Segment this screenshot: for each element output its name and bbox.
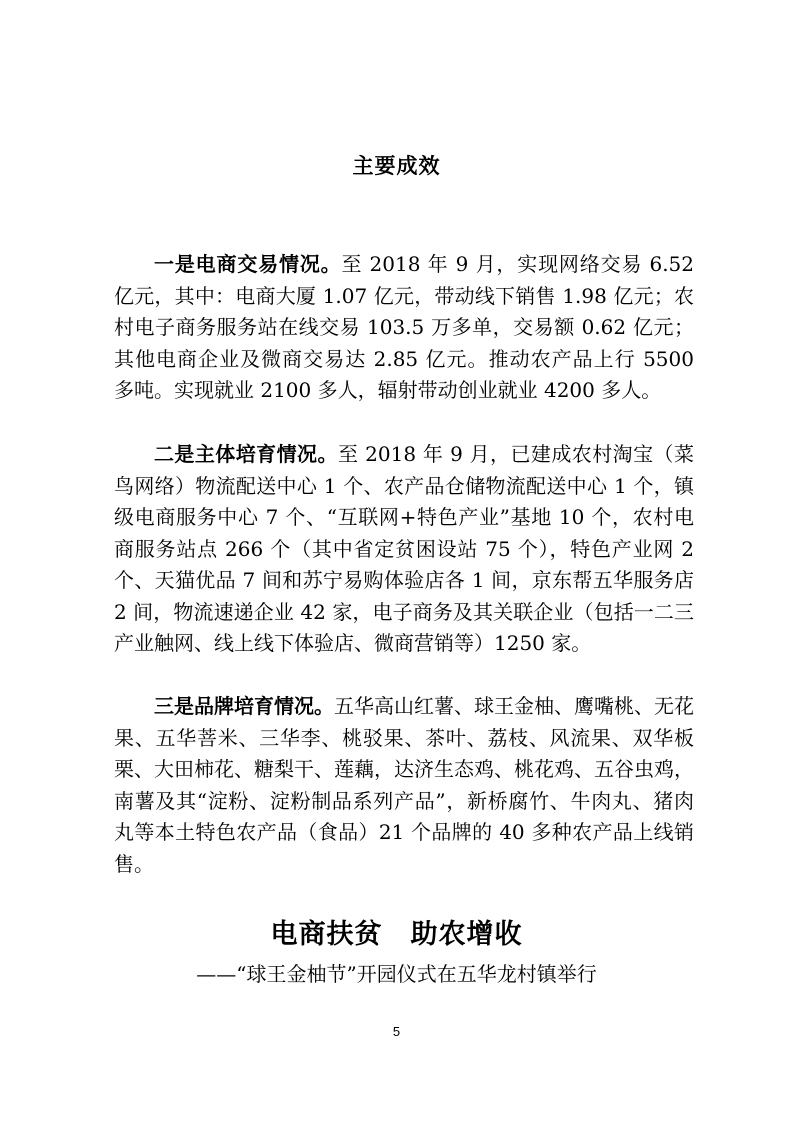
paragraph-lead: 二是主体培育情况。	[154, 442, 338, 466]
section-title: 主要成效	[352, 153, 441, 178]
article-title	[0, 912, 793, 951]
article-title-part2: 助农增收	[410, 919, 523, 950]
article-title-part1: 电商扶贫	[270, 919, 383, 950]
paragraph-body: 五华高山红薯、球王金柚、鹰嘴桃、无花果、五华菩米、三华李、桃驳果、茶叶、荔枝、风流果、双华板栗、大田柿花、糖梨干、莲藕，达济生态鸡、桃花鸡、五谷虫鸡，南薯及其“淀粉、淀粉制品系列产品”，新桥腐竹、牛肉丸、猪肉丸等本土特色农产品（食品）21 个品牌的 40 多种农产品上线销售。	[114, 694, 694, 876]
paragraph-brand-cultivation	[114, 691, 694, 880]
paragraph-lead: 一是电商交易情况。	[154, 252, 342, 276]
paragraph-body: 至 2018 年 9 月，已建成农村淘宝（菜鸟网络）物流配送中心 1 个、农产品仓储物流配送中心 1 个，镇级电商服务中心 7 个、“互联网+特色产业”基地 10 个，农村电商服务站点 266 个（其中省定贫困设站 75 个），特色产业网 2 个、天猫优品 7 间和苏宁易购体验店各 1 间，京东帮五华服务店 2 间，物流速递企业 42 家，电子商务及其关联企业（包括一二三产业触网、线上线下体验店、微商营销等）1250 家。	[114, 442, 694, 655]
paragraph-ecommerce-trade	[114, 249, 694, 407]
paragraph-entity-cultivation	[114, 439, 694, 660]
page-number: 5	[392, 1024, 401, 1039]
paragraph-lead: 三是品牌培育情况。	[154, 694, 334, 718]
paragraph-body: 至 2018 年 9 月，实现网络交易 6.52 亿元，其中：电商大厦 1.07 亿元，带动线下销售 1.98 亿元；农村电子商务服务站在线交易 103.5 万多单，交易额 0.62 亿元；其他电商企业及微商交易达 2.85 亿元。推动农产品上行 5500 多吨。实现就业 2100 多人，辐射带动创业就业 4200 多人。	[114, 252, 695, 402]
article-subtitle: ——“球王金柚节”开园仪式在五华龙村镇举行	[196, 962, 597, 986]
